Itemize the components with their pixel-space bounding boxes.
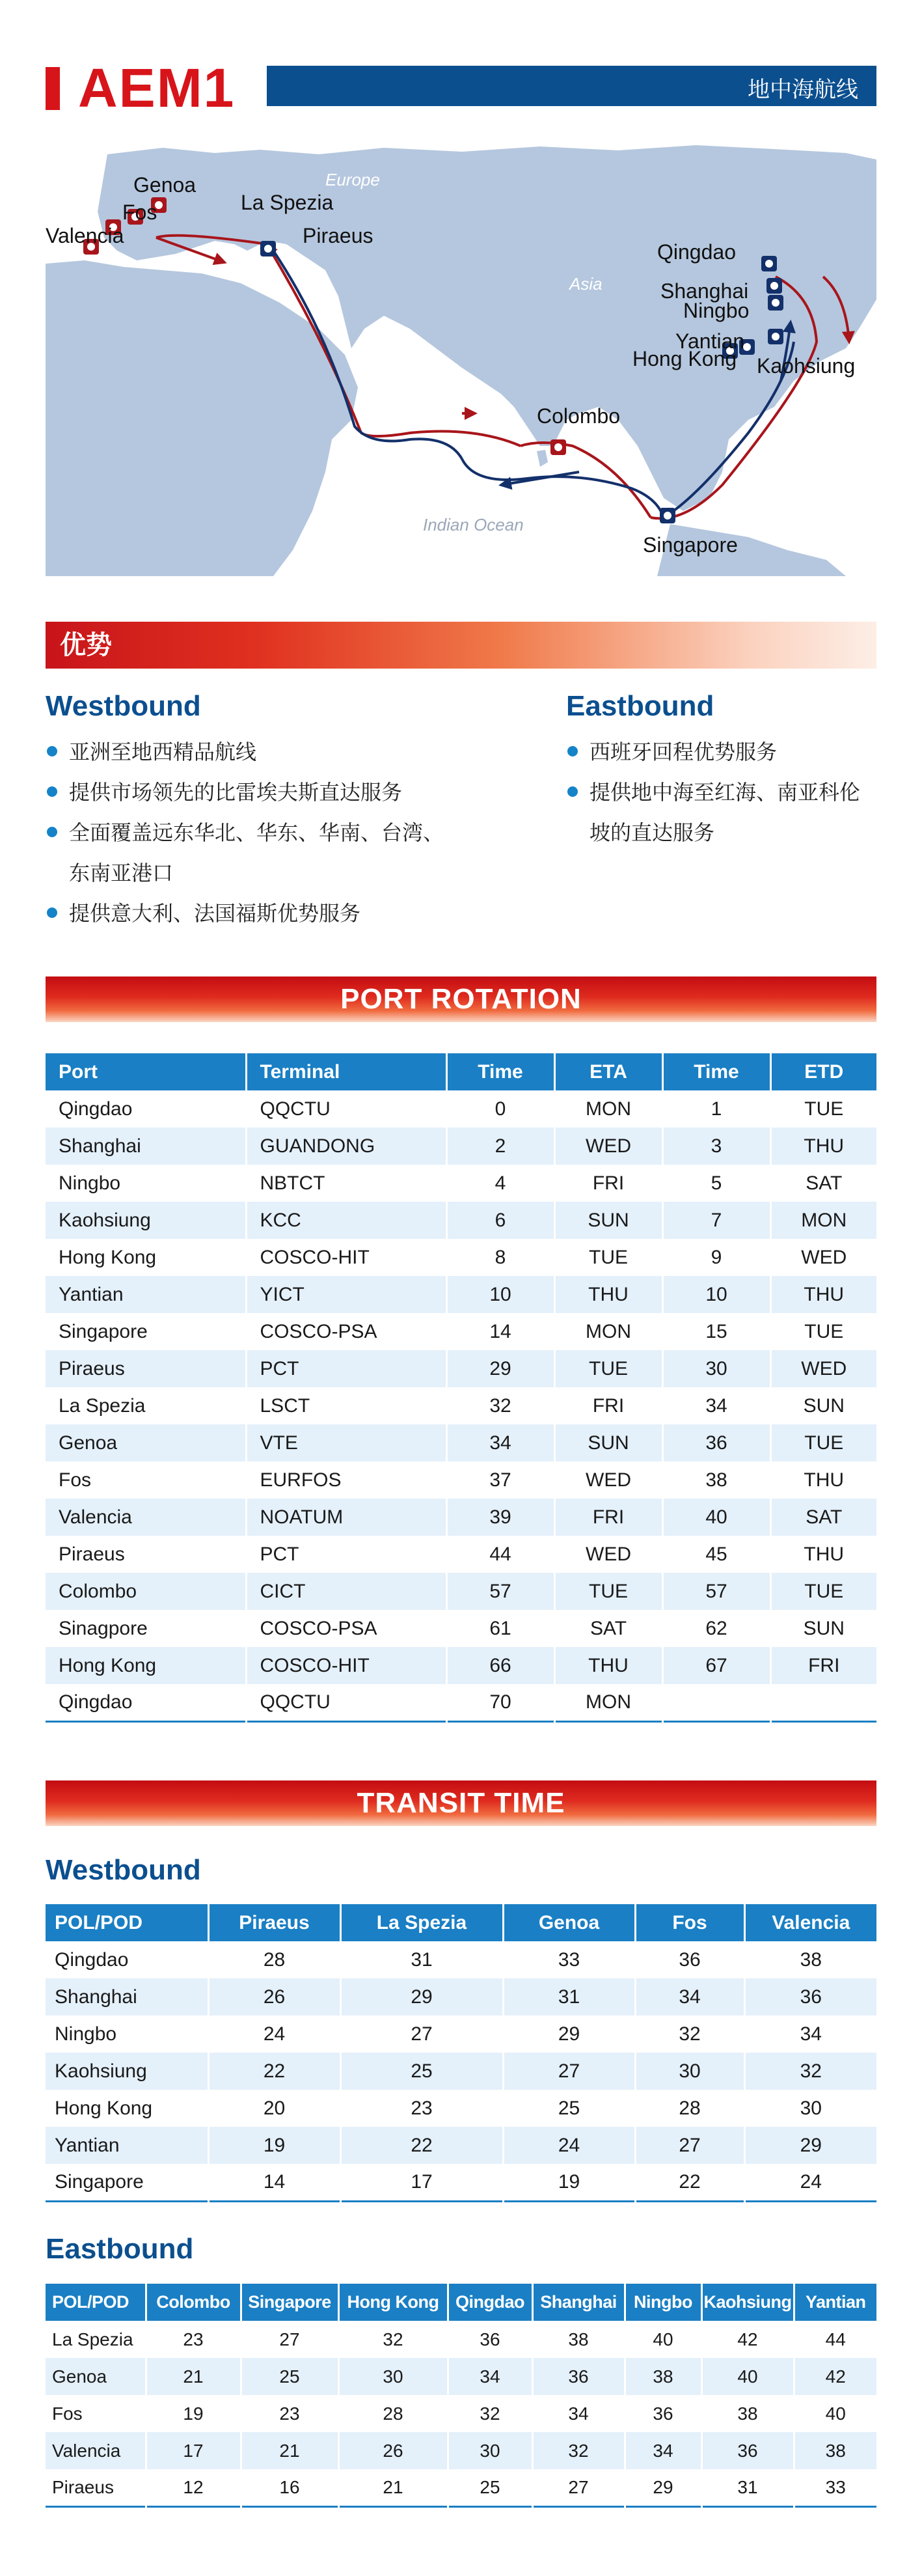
table-cell: PCT (246, 1536, 446, 1573)
table-cell: Colombo (46, 1573, 246, 1610)
table-cell (770, 1684, 876, 1721)
table-cell: 19 (208, 2127, 340, 2164)
table-cell: 20 (208, 2090, 340, 2127)
table-cell: Singapore (46, 1313, 246, 1350)
table-cell: 40 (701, 2358, 794, 2395)
table-cell: SAT (554, 1610, 662, 1647)
table-cell: 27 (241, 2321, 338, 2358)
table-cell: Hong Kong (46, 2090, 208, 2127)
column-header: Piraeus (208, 1904, 340, 1941)
table-row (46, 1165, 876, 1202)
table-cell: QQCTU (246, 1684, 446, 1721)
transit-time-banner (46, 1780, 876, 1826)
page-title: AEM1 (78, 57, 236, 118)
table-cell: CICT (246, 1573, 446, 1610)
table-cell: Piraeus (46, 1350, 246, 1387)
table-cell: 22 (208, 2053, 340, 2090)
table-cell: 22 (340, 2127, 503, 2164)
table-cell: 0 (446, 1090, 554, 1128)
list-item: 提供市场领先的比雷埃夫斯直达服务 (46, 772, 462, 812)
table-cell: WED (770, 1350, 876, 1387)
table-cell: 34 (532, 2395, 625, 2432)
table-header-row (46, 2284, 876, 2321)
table-row (46, 1239, 876, 1276)
table-cell: 36 (625, 2395, 701, 2432)
table-cell: 32 (744, 2053, 876, 2090)
table-cell: Valencia (46, 2432, 146, 2469)
table-cell: 34 (625, 2432, 701, 2469)
table-cell: TUE (554, 1350, 662, 1387)
table-cell: 8 (446, 1239, 554, 1276)
table-cell: 33 (794, 2469, 876, 2506)
table-cell: 22 (635, 2164, 744, 2201)
table-cell: 15 (662, 1313, 770, 1350)
table-cell: 34 (446, 1424, 554, 1461)
table-cell: Shanghai (46, 1978, 208, 2015)
table-cell: Hong Kong (46, 1239, 246, 1276)
table-cell: 42 (701, 2321, 794, 2358)
table-cell: 36 (744, 1978, 876, 2015)
advantages-banner (46, 622, 876, 669)
table-cell: KCC (246, 1202, 446, 1239)
transit-eastbound-table (46, 2284, 876, 2508)
column-header: Time (662, 1053, 770, 1090)
marker-qingdao (761, 256, 777, 271)
table-row (46, 2015, 876, 2053)
table-cell: 44 (794, 2321, 876, 2358)
table-cell: 28 (208, 1941, 340, 1978)
label-singapore: Singapore (643, 533, 738, 557)
table-cell: SAT (770, 1165, 876, 1202)
table-cell: FRI (770, 1647, 876, 1684)
table-cell: 17 (340, 2164, 503, 2201)
table-cell: 14 (208, 2164, 340, 2201)
table-cell: 32 (635, 2015, 744, 2053)
table-cell: 27 (532, 2469, 625, 2506)
table-cell: Qingdao (46, 1090, 246, 1128)
table-cell: 29 (744, 2127, 876, 2164)
table-row (46, 2164, 876, 2201)
table-cell: 34 (744, 2015, 876, 2053)
table-cell: 32 (448, 2395, 532, 2432)
transit-eastbound-title: Eastbound (46, 2233, 194, 2265)
table-cell: 38 (662, 1461, 770, 1499)
table-row (46, 2432, 876, 2469)
marker-singapore (660, 508, 675, 523)
label-shanghai: Shanghai (660, 279, 749, 303)
column-header: Qingdao (448, 2284, 532, 2321)
table-row (46, 1090, 876, 1128)
table-cell: WED (770, 1239, 876, 1276)
table-cell: VTE (246, 1424, 446, 1461)
column-header: Genoa (503, 1904, 635, 1941)
table-cell: Piraeus (46, 2469, 146, 2506)
table-cell: THU (554, 1276, 662, 1313)
column-header: Kaohsiung (701, 2284, 794, 2321)
table-row (46, 1978, 876, 2015)
table-row (46, 1128, 876, 1165)
table-cell: THU (770, 1461, 876, 1499)
label-colombo: Colombo (537, 404, 621, 428)
label-la-spezia: La Spezia (241, 191, 334, 214)
table-cell: 21 (241, 2432, 338, 2469)
table-cell: WED (554, 1128, 662, 1165)
transit-westbound-title: Westbound (46, 1854, 201, 1886)
marker-piraeus (260, 241, 276, 256)
table-cell: Kaohsiung (46, 2053, 208, 2090)
table-cell: 26 (208, 1978, 340, 2015)
table-cell: COSCO-HIT (246, 1239, 446, 1276)
table-cell: Qingdao (46, 1941, 208, 1978)
table-cell: 34 (448, 2358, 532, 2395)
table-cell: 32 (338, 2321, 448, 2358)
table-cell: Fos (46, 2395, 146, 2432)
table-cell: MON (554, 1090, 662, 1128)
table-cell: Piraeus (46, 1536, 246, 1573)
table-cell: 57 (662, 1573, 770, 1610)
table-cell: Valencia (46, 1499, 246, 1536)
table-cell: 37 (446, 1461, 554, 1499)
table-cell: 17 (146, 2432, 241, 2469)
table-cell: Ningbo (46, 1165, 246, 1202)
table-cell: MON (554, 1313, 662, 1350)
list-item: 提供地中海至红海、南亚科伦坡的直达服务 (566, 772, 876, 853)
table-cell: 30 (662, 1350, 770, 1387)
table-cell: 12 (146, 2469, 241, 2506)
table-cell: 5 (662, 1165, 770, 1202)
table-cell: 45 (662, 1536, 770, 1573)
table-cell: 29 (625, 2469, 701, 2506)
table-cell: MON (554, 1684, 662, 1721)
table-cell: 14 (446, 1313, 554, 1350)
table-cell: SUN (770, 1610, 876, 1647)
column-header: Port (46, 1053, 246, 1090)
table-cell: 39 (446, 1499, 554, 1536)
page-subtitle: 地中海航线 (748, 77, 858, 103)
table-cell: 28 (338, 2395, 448, 2432)
column-header: Terminal (246, 1053, 446, 1090)
table-cell: TUE (770, 1573, 876, 1610)
table-cell: 23 (146, 2321, 241, 2358)
list-item: 全面覆盖远东华北、华东、华南、台湾、东南亚港口 (46, 812, 462, 893)
table-cell: 10 (446, 1276, 554, 1313)
table-cell: Sinagpore (46, 1610, 246, 1647)
table-cell: EURFOS (246, 1461, 446, 1499)
table-cell: 3 (662, 1128, 770, 1165)
table-cell: 31 (701, 2469, 794, 2506)
route-map-svg (46, 133, 876, 576)
table-cell: SUN (554, 1424, 662, 1461)
table-row (46, 2358, 876, 2395)
table-row (46, 2321, 876, 2358)
table-cell: 38 (625, 2358, 701, 2395)
advantages-eastbound-list (566, 732, 876, 853)
table-cell: 57 (446, 1573, 554, 1610)
table-cell: 24 (744, 2164, 876, 2201)
label-ningbo: Ningbo (683, 299, 750, 322)
table-cell: 29 (446, 1350, 554, 1387)
table-cell: Singapore (46, 2164, 208, 2201)
label-genoa: Genoa (133, 173, 197, 197)
table-cell: SUN (554, 1202, 662, 1239)
table-cell: 19 (146, 2395, 241, 2432)
table-cell: 36 (662, 1424, 770, 1461)
label-kaohsiung: Kaohsiung (757, 354, 856, 378)
table-cell: 27 (503, 2053, 635, 2090)
table-cell: 36 (532, 2358, 625, 2395)
column-header: Yantian (794, 2284, 876, 2321)
table-cell: COSCO-PSA (246, 1610, 446, 1647)
table-cell: 34 (662, 1387, 770, 1424)
marker-shanghai (766, 278, 782, 294)
table-cell: 25 (340, 2053, 503, 2090)
table-row (46, 2469, 876, 2506)
column-header: ETA (554, 1053, 662, 1090)
table-cell: Genoa (46, 1424, 246, 1461)
route-map (46, 133, 876, 576)
advantages-eastbound-title: Eastbound (566, 690, 714, 722)
table-cell (662, 1684, 770, 1721)
list-item: 亚洲至地西精品航线 (46, 732, 462, 772)
table-cell: 7 (662, 1202, 770, 1239)
table-cell: 62 (662, 1610, 770, 1647)
table-cell: Genoa (46, 2358, 146, 2395)
table-cell: WED (554, 1536, 662, 1573)
table-cell: 32 (532, 2432, 625, 2469)
table-cell: Shanghai (46, 1128, 246, 1165)
table-cell: 29 (340, 1978, 503, 2015)
table-header-row (46, 1053, 876, 1090)
region-asia: Asia (569, 274, 603, 294)
column-header: POL/POD (46, 1904, 208, 1941)
table-cell: 25 (503, 2090, 635, 2127)
table-cell: 38 (794, 2432, 876, 2469)
header-bar (267, 66, 876, 106)
port-rotation-heading: PORT ROTATION (340, 983, 582, 1015)
column-header: Hong Kong (338, 2284, 448, 2321)
table-row (46, 2053, 876, 2090)
table-cell: 31 (340, 1941, 503, 1978)
table-cell: 23 (340, 2090, 503, 2127)
column-header: Singapore (241, 2284, 338, 2321)
table-cell: COSCO-HIT (246, 1647, 446, 1684)
table-cell: 38 (744, 1941, 876, 1978)
advantages-westbound (46, 690, 462, 934)
table-row (46, 1313, 876, 1350)
region-ocean: Indian Ocean (423, 515, 524, 534)
table-cell: PCT (246, 1350, 446, 1387)
table-cell: NBTCT (246, 1165, 446, 1202)
table-cell: THU (770, 1276, 876, 1313)
table-cell: TUE (770, 1313, 876, 1350)
table-cell: 30 (744, 2090, 876, 2127)
table-cell: 44 (446, 1536, 554, 1573)
label-valencia: Valencia (46, 224, 124, 247)
table-row (46, 1461, 876, 1499)
table-cell: SUN (770, 1387, 876, 1424)
table-cell: MON (770, 1202, 876, 1239)
table-cell: 21 (338, 2469, 448, 2506)
table-cell: La Spezia (46, 1387, 246, 1424)
column-header: La Spezia (340, 1904, 503, 1941)
table-row (46, 2127, 876, 2164)
table-header-row (46, 1904, 876, 1941)
table-cell: FRI (554, 1499, 662, 1536)
table-cell: TUE (554, 1573, 662, 1610)
column-header: Colombo (146, 2284, 241, 2321)
column-header: Shanghai (532, 2284, 625, 2321)
header (46, 57, 876, 118)
advantages-heading: 优势 (60, 630, 112, 660)
table-cell: 16 (241, 2469, 338, 2506)
table-cell: 40 (662, 1499, 770, 1536)
advantages-westbound-title: Westbound (46, 690, 201, 722)
table-row (46, 1536, 876, 1573)
table-row (46, 1202, 876, 1239)
table-cell: 25 (448, 2469, 532, 2506)
table-cell: THU (554, 1647, 662, 1684)
table-cell: Kaohsiung (46, 1202, 246, 1239)
list-item: 提供意大利、法国福斯优势服务 (46, 893, 462, 934)
table-cell: 38 (701, 2395, 794, 2432)
table-cell: 10 (662, 1276, 770, 1313)
advantages-westbound-list (46, 732, 462, 934)
label-qingdao: Qingdao (657, 240, 736, 264)
table-cell: 9 (662, 1239, 770, 1276)
table-cell: TUE (554, 1239, 662, 1276)
table-cell: FRI (554, 1165, 662, 1202)
table-cell: 6 (446, 1202, 554, 1239)
table-cell: 40 (625, 2321, 701, 2358)
table-row (46, 1499, 876, 1536)
table-cell: 30 (635, 2053, 744, 2090)
table-cell: 27 (340, 2015, 503, 2053)
table-cell: Qingdao (46, 1684, 246, 1721)
table-cell: La Spezia (46, 2321, 146, 2358)
transit-time-heading: TRANSIT TIME (357, 1787, 565, 1819)
table-cell: 30 (338, 2358, 448, 2395)
table-cell: YICT (246, 1276, 446, 1313)
table-cell: 66 (446, 1647, 554, 1684)
marker-ningbo (768, 295, 783, 311)
table-cell: Yantian (46, 2127, 208, 2164)
column-header: ETD (770, 1053, 876, 1090)
table-cell: 30 (448, 2432, 532, 2469)
table-cell: Fos (46, 1461, 246, 1499)
marker-colombo (550, 439, 566, 455)
table-cell: THU (770, 1128, 876, 1165)
table-cell: 34 (635, 1978, 744, 2015)
table-cell: 40 (794, 2395, 876, 2432)
table-cell: TUE (770, 1424, 876, 1461)
region-europe: Europe (325, 170, 380, 189)
table-cell: SAT (770, 1499, 876, 1536)
table-cell: 61 (446, 1610, 554, 1647)
table-cell: COSCO-PSA (246, 1313, 446, 1350)
table-row (46, 1387, 876, 1424)
table-cell: GUANDONG (246, 1128, 446, 1165)
table-cell: 31 (503, 1978, 635, 2015)
table-cell: 36 (635, 1941, 744, 1978)
table-cell: 28 (635, 2090, 744, 2127)
table-cell: QQCTU (246, 1090, 446, 1128)
port-rotation-table (46, 1053, 876, 1723)
table-cell: 26 (338, 2432, 448, 2469)
table-cell: TUE (770, 1090, 876, 1128)
table-cell: 42 (794, 2358, 876, 2395)
column-header: POL/POD (46, 2284, 146, 2321)
header-red-block (46, 67, 60, 110)
table-cell: Yantian (46, 1276, 246, 1313)
table-cell: FRI (554, 1387, 662, 1424)
label-fos: Fos (122, 201, 157, 224)
table-row (46, 1573, 876, 1610)
table-cell: 36 (701, 2432, 794, 2469)
table-cell: 1 (662, 1090, 770, 1128)
table-cell: THU (770, 1536, 876, 1573)
table-row (46, 1941, 876, 1978)
list-item: 西班牙回程优势服务 (566, 732, 876, 772)
table-cell: 24 (503, 2127, 635, 2164)
label-yantian: Yantian (675, 329, 745, 353)
table-cell: 21 (146, 2358, 241, 2395)
table-cell: 33 (503, 1941, 635, 1978)
port-rotation-banner (46, 976, 876, 1022)
column-header: Ningbo (625, 2284, 701, 2321)
table-row (46, 1684, 876, 1721)
label-piraeus: Piraeus (303, 224, 373, 247)
column-header: Fos (635, 1904, 744, 1941)
table-row (46, 1350, 876, 1387)
table-cell: 38 (532, 2321, 625, 2358)
table-cell: 19 (503, 2164, 635, 2201)
table-cell: 25 (241, 2358, 338, 2395)
table-cell: 32 (446, 1387, 554, 1424)
table-cell: Ningbo (46, 2015, 208, 2053)
column-header: Time (446, 1053, 554, 1090)
advantages-eastbound (566, 690, 876, 853)
table-cell: 2 (446, 1128, 554, 1165)
table-cell: 27 (635, 2127, 744, 2164)
table-row (46, 2395, 876, 2432)
table-row (46, 1647, 876, 1684)
table-cell: 70 (446, 1684, 554, 1721)
table-cell: 4 (446, 1165, 554, 1202)
table-row (46, 1610, 876, 1647)
table-row (46, 1276, 876, 1313)
table-cell: LSCT (246, 1387, 446, 1424)
table-cell: 67 (662, 1647, 770, 1684)
transit-westbound-table (46, 1904, 876, 2202)
table-cell: 29 (503, 2015, 635, 2053)
table-cell: 24 (208, 2015, 340, 2053)
label-hong-kong: Hong Kong (632, 347, 737, 370)
table-cell: NOATUM (246, 1499, 446, 1536)
table-cell: 36 (448, 2321, 532, 2358)
table-row (46, 1424, 876, 1461)
table-row (46, 2090, 876, 2127)
table-cell: 23 (241, 2395, 338, 2432)
marker-kaohsiung (768, 329, 783, 344)
column-header: Valencia (744, 1904, 876, 1941)
table-cell: WED (554, 1461, 662, 1499)
table-cell: Hong Kong (46, 1647, 246, 1684)
